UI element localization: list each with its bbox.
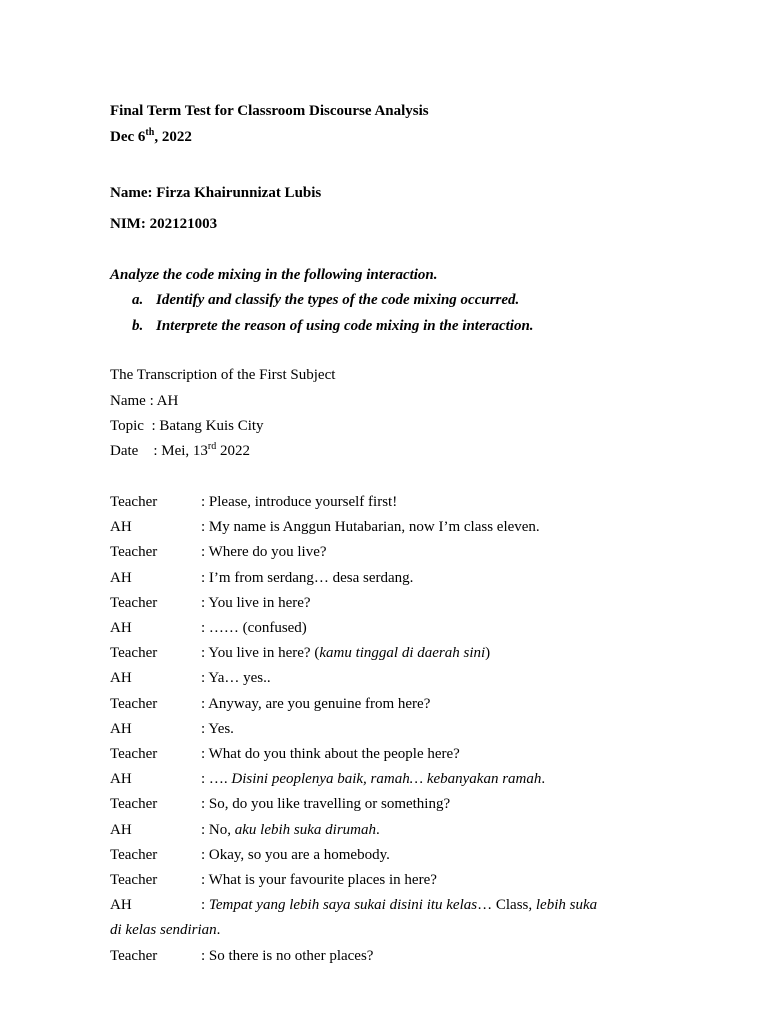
utterance-text: : Anyway, are you genuine from here? <box>201 696 431 712</box>
instruction-main: Analyze the code mixing in the following interaction. <box>110 267 438 283</box>
dialogue-utterance <box>201 896 597 914</box>
utterance-text: . <box>375 822 380 838</box>
utterance-text: : No, <box>201 822 235 838</box>
utterance-indonesian-text: Disini peoplenya baik, ramah… kebanyakan ramah <box>231 771 542 787</box>
utterance-text: : What is your favourite places in here? <box>201 872 437 888</box>
transcription-heading: The Transcription of the First Subject <box>110 367 336 383</box>
utterance-text: : I’m from serdang… desa serdang. <box>201 570 414 586</box>
dialogue-utterance <box>201 795 450 813</box>
dialogue-speaker: Teacher <box>110 544 158 560</box>
dialogue-utterance <box>201 821 380 839</box>
utterance-text: : You live in here? ( <box>201 645 320 661</box>
dialogue-utterance <box>201 846 390 864</box>
dialogue-utterance <box>201 770 545 788</box>
topic-value: : Batang Kuis City <box>151 418 264 434</box>
dialogue-speaker: Teacher <box>110 645 158 661</box>
dialogue-speaker: Teacher <box>110 948 158 964</box>
name-label: Name <box>110 393 146 409</box>
dialogue-speaker: Teacher <box>110 796 158 812</box>
instruction-item-b-text: Interprete the reason of using code mixing in the interaction. <box>156 318 534 334</box>
transcription-name <box>110 392 178 410</box>
utterance-text: … Class <box>477 897 529 913</box>
instruction-item-a-text: Identify and classify the types of the code mixing occurred. <box>156 292 520 308</box>
dialogue-speaker: Teacher <box>110 595 158 611</box>
dialogue-utterance <box>201 543 327 561</box>
dialogue-speaker: AH <box>110 721 132 737</box>
date-value-suffix: 2022 <box>216 443 251 459</box>
document-date <box>110 128 192 146</box>
dialogue-speaker: AH <box>110 897 132 913</box>
utterance-text: : Yes. <box>201 721 234 737</box>
name-value: : AH <box>149 393 179 409</box>
utterance-text: : Okay, so you are a homebody. <box>201 847 390 863</box>
utterance-indonesian-text: aku lebih suka dirumah <box>234 822 376 838</box>
dialogue-speaker: AH <box>110 570 132 586</box>
utterance-text: . <box>216 922 221 938</box>
dialogue-speaker: AH <box>110 620 132 636</box>
utterance-indonesian-text: Tempat yang lebih saya sukai disini itu kelas <box>208 897 478 913</box>
dialogue-utterance <box>201 745 460 763</box>
date-value-superscript: rd <box>207 441 217 452</box>
dialogue-speaker: Teacher <box>110 696 158 712</box>
dialogue-utterance <box>201 518 540 536</box>
utterance-text: . <box>541 771 546 787</box>
dialogue-utterance <box>201 720 234 738</box>
utterance-indonesian-text: , lebih suka <box>528 897 598 913</box>
utterance-text: : Please, introduce yourself first! <box>201 494 398 510</box>
utterance-text: : …. <box>201 771 232 787</box>
document-title: Final Term Test for Classroom Discourse Analysis <box>110 103 429 119</box>
utterance-text: : So, do you like travelling or something? <box>201 796 451 812</box>
dialogue-speaker: AH <box>110 670 132 686</box>
dialogue-utterance <box>201 594 311 612</box>
dialogue-speaker: Teacher <box>110 847 158 863</box>
utterance-text: : …… (confused) <box>201 620 307 636</box>
utterance-text: : Where do you live? <box>201 544 327 560</box>
transcription-date <box>110 442 250 460</box>
dialogue-speaker: AH <box>110 519 132 535</box>
dialogue-speaker: AH <box>110 822 132 838</box>
dialogue-utterance <box>201 619 307 637</box>
dialogue-utterance <box>201 947 373 965</box>
dialogue-speaker: Teacher <box>110 872 158 888</box>
date-superscript: th <box>145 127 155 138</box>
dialogue-speaker: AH <box>110 771 132 787</box>
transcription-topic <box>110 417 264 435</box>
dialogue-utterance <box>201 493 397 511</box>
student-name: Name: Firza Khairunnizat Lubis <box>110 185 322 201</box>
utterance-text: ) <box>485 645 491 661</box>
utterance-text: : <box>201 897 209 913</box>
utterance-text: : Ya… yes.. <box>201 670 271 686</box>
topic-label: Topic <box>110 418 144 434</box>
dialogue-utterance <box>201 569 413 587</box>
utterance-text: : My name is Anggun Hutabarian, now I’m class eleven. <box>201 519 540 535</box>
utterance-text: : What do you think about the people here? <box>201 746 460 762</box>
utterance-indonesian-text: di kelas sendirian <box>110 922 217 938</box>
dialogue-utterance <box>201 644 490 662</box>
date-suffix: , 2022 <box>154 129 192 145</box>
dialogue-speaker: Teacher <box>110 746 158 762</box>
dialogue-continuation <box>110 921 220 939</box>
dialogue-speaker: Teacher <box>110 494 158 510</box>
utterance-text: : So there is no other places? <box>201 948 374 964</box>
date-label: Date <box>110 443 139 459</box>
dialogue-utterance <box>201 695 430 713</box>
date-value-prefix: : Mei, 13 <box>153 443 208 459</box>
utterance-text: : You live in here? <box>201 595 311 611</box>
dialogue-utterance <box>201 669 271 687</box>
instruction-item-a-label: a. <box>132 292 144 308</box>
instruction-item-b-label: b. <box>132 318 144 334</box>
utterance-indonesian-text: kamu tinggal di daerah sini <box>319 645 486 661</box>
dialogue-utterance <box>201 871 437 889</box>
student-nim: NIM: 202121003 <box>110 216 218 232</box>
date-prefix: Dec 6 <box>110 129 146 145</box>
